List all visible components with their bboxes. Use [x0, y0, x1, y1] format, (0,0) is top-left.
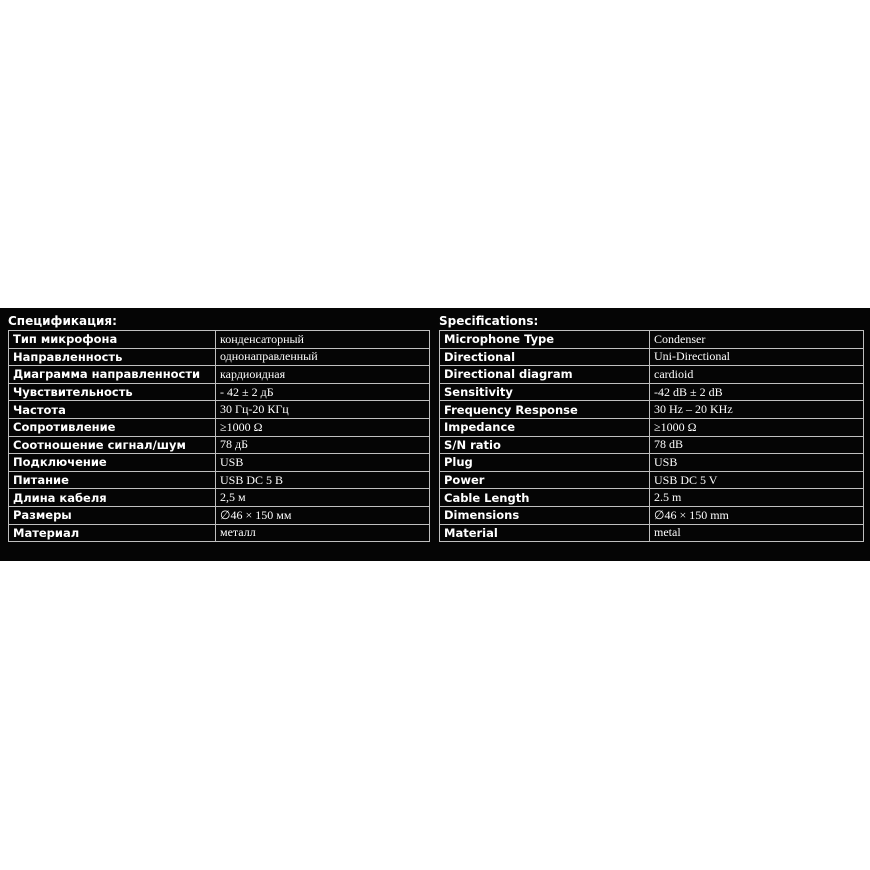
- spec-row: [440, 383, 864, 401]
- spec-label: Тип микрофона: [9, 331, 216, 349]
- spec-label: Соотношение сигнал/шум: [9, 436, 216, 454]
- spec-row: [440, 471, 864, 489]
- spec-label: Длина кабеля: [9, 489, 216, 507]
- spec-value: металл: [216, 524, 430, 542]
- spec-band: [0, 308, 870, 561]
- spec-value: Condenser: [650, 331, 864, 349]
- spec-value: 30 Гц-20 КГц: [216, 401, 430, 419]
- spec-value: однонаправленный: [216, 348, 430, 366]
- spec-value: ≥1000 Ω: [650, 418, 864, 436]
- spec-label: Сопротивление: [9, 418, 216, 436]
- spec-label: Directional: [440, 348, 650, 366]
- spec-row: [440, 489, 864, 507]
- spec-value: cardioid: [650, 366, 864, 384]
- spec-label: Microphone Type: [440, 331, 650, 349]
- spec-row: [440, 524, 864, 542]
- spec-row: [9, 331, 430, 349]
- spec-title-en: Specifications:: [439, 314, 539, 328]
- spec-value: - 42 ± 2 дБ: [216, 383, 430, 401]
- spec-row: [9, 366, 430, 384]
- spec-row: [440, 348, 864, 366]
- spec-row: [9, 383, 430, 401]
- spec-label: Frequency Response: [440, 401, 650, 419]
- spec-value: 2.5 m: [650, 489, 864, 507]
- spec-label: Power: [440, 471, 650, 489]
- spec-label: Plug: [440, 454, 650, 472]
- spec-label: Направленность: [9, 348, 216, 366]
- spec-value: 30 Hz – 20 KHz: [650, 401, 864, 419]
- spec-value: -42 dB ± 2 dB: [650, 383, 864, 401]
- spec-row: [440, 436, 864, 454]
- spec-label: Material: [440, 524, 650, 542]
- spec-value: ∅46 × 150 mm: [650, 506, 864, 524]
- spec-row: [9, 489, 430, 507]
- spec-value: кардиоидная: [216, 366, 430, 384]
- spec-value: ≥1000 Ω: [216, 418, 430, 436]
- spec-value: 2,5 м: [216, 489, 430, 507]
- spec-table-ru: [8, 330, 430, 542]
- spec-row: [9, 436, 430, 454]
- spec-value: USB DC 5 В: [216, 471, 430, 489]
- spec-row: [440, 331, 864, 349]
- spec-value: Uni-Directional: [650, 348, 864, 366]
- spec-row: [9, 524, 430, 542]
- spec-row: [9, 348, 430, 366]
- spec-label: S/N ratio: [440, 436, 650, 454]
- spec-row: [9, 471, 430, 489]
- spec-label: Dimensions: [440, 506, 650, 524]
- spec-row: [440, 401, 864, 419]
- spec-label: Sensitivity: [440, 383, 650, 401]
- spec-label: Диаграмма направленности: [9, 366, 216, 384]
- spec-label: Directional diagram: [440, 366, 650, 384]
- spec-row: [9, 506, 430, 524]
- spec-value: 78 dB: [650, 436, 864, 454]
- spec-label: Питание: [9, 471, 216, 489]
- spec-label: Чувствительность: [9, 383, 216, 401]
- spec-label: Материал: [9, 524, 216, 542]
- spec-panel-ru: [8, 314, 430, 542]
- spec-row: [9, 401, 430, 419]
- spec-value: конденсаторный: [216, 331, 430, 349]
- spec-table-en: [439, 330, 864, 542]
- spec-row: [440, 454, 864, 472]
- spec-label: Подключение: [9, 454, 216, 472]
- spec-panel-en: [439, 314, 864, 542]
- spec-row: [440, 506, 864, 524]
- spec-row: [9, 418, 430, 436]
- spec-label: Cable Length: [440, 489, 650, 507]
- spec-title-ru: Спецификация:: [8, 314, 117, 328]
- spec-value: 78 дБ: [216, 436, 430, 454]
- spec-value: ∅46 × 150 мм: [216, 506, 430, 524]
- spec-label: Impedance: [440, 418, 650, 436]
- spec-value: USB DC 5 V: [650, 471, 864, 489]
- spec-row: [440, 418, 864, 436]
- spec-value: metal: [650, 524, 864, 542]
- spec-label: Размеры: [9, 506, 216, 524]
- spec-label: Частота: [9, 401, 216, 419]
- spec-value: USB: [650, 454, 864, 472]
- spec-value: USB: [216, 454, 430, 472]
- spec-row: [440, 366, 864, 384]
- spec-row: [9, 454, 430, 472]
